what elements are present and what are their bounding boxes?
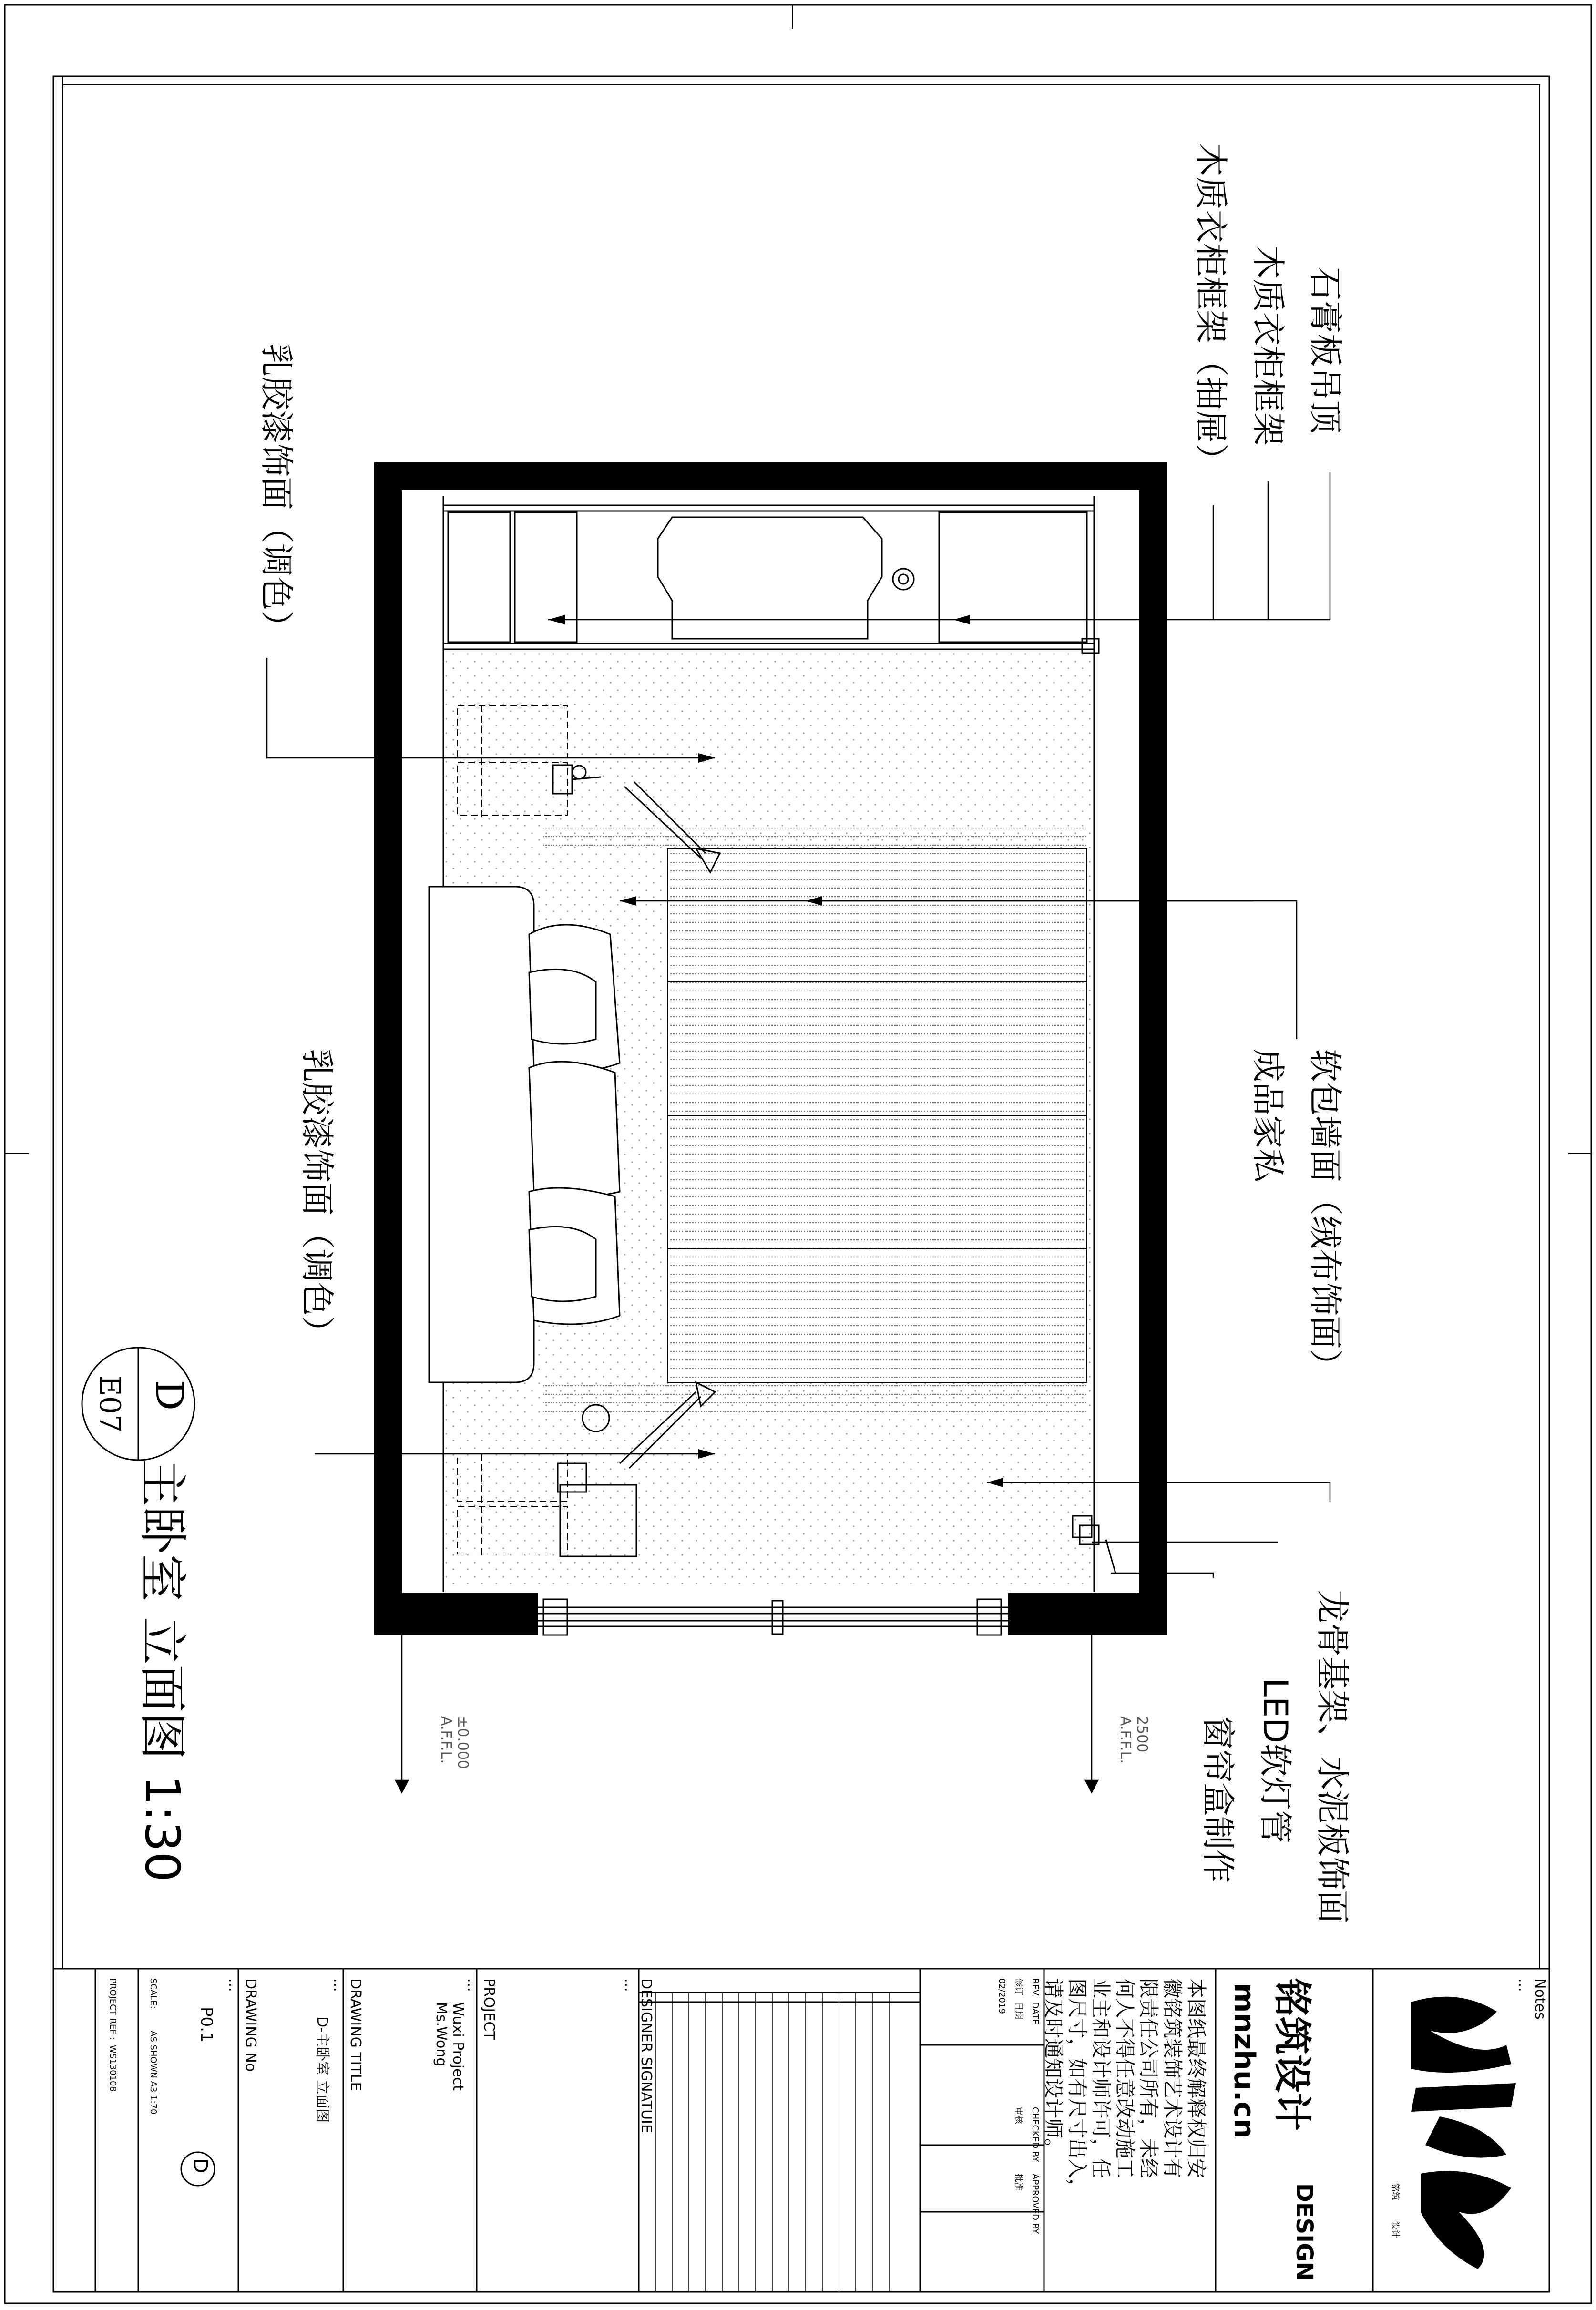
level-marker-right [1085,1621,1098,1792]
notes-label: Notes [1532,1978,1548,2020]
project-dots: ... [464,1978,481,1992]
annotation-padded-wall: 软包墙面（绒布饰面） [1306,1049,1345,1382]
drawing-title-value: D-主卧室 立面图 [314,2016,330,2123]
level-left-unit: A.F.F.L. [438,1716,454,1764]
elevation-marker-letter: D [147,1380,192,1411]
scale-label: SCALE: [148,1978,158,2009]
scale-value: AS SHOWN A3 1:70 [148,2031,158,2115]
logo-caption-1: 铭筑 [1390,2183,1400,2200]
level-right-unit: A.F.F.L. [1117,1716,1134,1764]
annotation-wood-wardrobe-drawer: 木质衣柜框架（抽屉） [1191,143,1230,477]
annotation-latex-paint-mid: 乳胶漆饰面（调色） [297,1049,337,1349]
drawing-no-value: P0.1 [197,2007,216,2043]
company-url: mnzhu.cn [1228,1983,1261,2139]
ceiling-wardrobe [443,505,1099,653]
designer-signature-dots: ... [621,1978,638,1992]
drawing-no-label: DRAWING No [242,1978,259,2072]
annotation-keel-frame: 龙骨基架、水泥板饰面 [1313,1590,1352,1923]
copyright-line-4: 何人不得任意改动施工 [1113,1978,1136,2179]
annotation-latex-paint-top: 乳胶漆饰面（调色） [257,343,296,644]
lower-panel-strip [543,1382,1087,1412]
level-right-value: 2500 [1134,1716,1150,1753]
notes-dots: ... [1515,1978,1532,1992]
drawing-title: 主卧室 立面图 1:30 [134,1459,190,1882]
copyright-line-2: 徽铭筑装饰艺术设计有 [1161,1978,1184,2179]
project-ref-value: WS130108 [108,2045,118,2092]
elevation-marker-sheet: E07 [93,1375,126,1433]
company-name: 铭筑设计 [1270,1978,1314,2131]
rev-row-date: 日期 [1013,2002,1023,2019]
rev-row-approved: 批准 [1013,2174,1023,2191]
bed [429,887,620,1382]
project-ref-label: PROJECT REF : [108,1978,118,2040]
annotation-curtain-box: 窗帘盒制作 [1198,1716,1238,1883]
copyright-line-1: 本图纸最终解释权归安 [1185,1978,1208,2179]
rev-header-date: DATE [1030,2002,1040,2024]
drawing-title-dots: ... [330,1978,347,1992]
design-label: DESIGN [1291,2183,1318,2281]
level-left-value: ±0.000 [454,1716,471,1769]
level-marker-left [396,1635,408,1792]
rev-row-checked: 审核 [1013,2107,1023,2124]
copyright-line-6: 图尺寸，如有尺寸出入， [1065,1978,1089,2199]
logo-caption-2: 设计 [1390,2221,1400,2238]
annotation-gypsum-ceiling: 石膏板吊顶 [1306,267,1345,434]
annotation-led-tube: LED软灯管 [1256,1678,1295,1844]
company-logo [1382,1983,1540,2279]
annotation-finished-furniture: 成品家私 [1248,1049,1288,1182]
window-frame [538,1599,1008,1635]
rev-header-checked: CHECKED BY [1030,2107,1040,2162]
copyright-line-7: 请及时通知设计师。 [1042,1978,1065,2159]
drawing-letter: D [189,2158,211,2173]
drawing-title-label: DRAWING TITLE [347,1978,364,2091]
project-label: PROJECT [481,1978,497,2040]
drawing-no-dots: ... [225,1978,242,1992]
rev-row-rev: 修订 [1013,1978,1023,1995]
title-block [53,1969,1549,2292]
upper-panel-strip [543,820,1087,849]
rev-header-approved: APPROVED BY [1030,2174,1040,2234]
project-client: Ms.Wong [433,2002,450,2067]
rev-header-rev: REV. [1030,1978,1040,1997]
annotation-wood-wardrobe: 木质衣柜框架 [1248,245,1288,446]
copyright-line-5: 业主和设计师许可，任 [1089,1978,1113,2179]
copyright-line-3: 限责任公司所有，未经 [1137,1978,1160,2179]
designer-signature-label: DESIGNER SIGNATUIE [638,1978,655,2133]
revision-grid [655,1993,889,2292]
project-name: Wuxi Project [450,2002,466,2091]
rev-value-date: 02/2019 [997,1978,1007,2014]
